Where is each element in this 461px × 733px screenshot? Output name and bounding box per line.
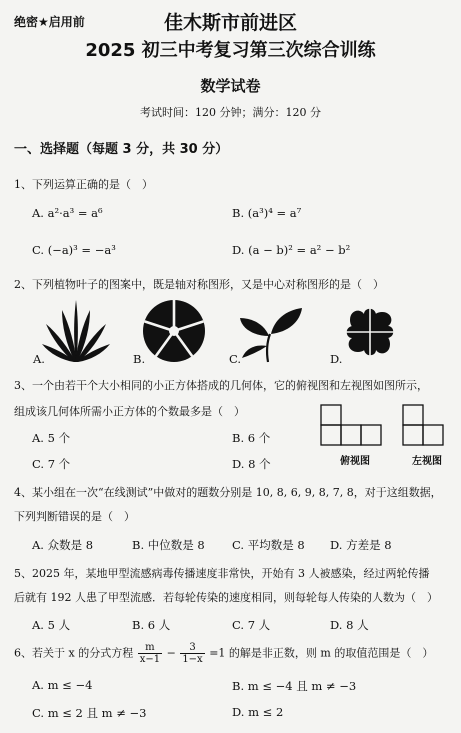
q5-option-b: B. 6 人 bbox=[132, 618, 171, 632]
q6-option-d: D. m ≤ 2 bbox=[232, 705, 284, 719]
q5-option-a: A. 5 人 bbox=[32, 618, 71, 632]
leaf-c-image bbox=[236, 300, 308, 364]
q5-stem-line1: 5、2025 年，某地甲型流感病毒传播速度非常快，开始有 3 人被感染，经过两轮传播 bbox=[14, 567, 430, 580]
top-view-label: 俯视图 bbox=[340, 456, 370, 467]
leaf-b-image bbox=[140, 298, 208, 364]
q5-option-d: D. 8 人 bbox=[330, 618, 369, 632]
q3-stem-line2: 组成该几何体所需小正方体的个数最多是（ ） bbox=[14, 405, 245, 418]
title-line-2: 2025 初三中考复习第三次综合训练 bbox=[85, 40, 376, 61]
q5-stem-line2: 后就有 192 人患了甲型流感．若每轮传染的速度相同，则每轮每人传染的人数为（ ） bbox=[14, 591, 438, 604]
left-view-figure bbox=[402, 404, 452, 454]
q6-stem bbox=[14, 642, 433, 665]
q2-label-d: D. bbox=[330, 352, 343, 366]
q1-option-b: B. (a³)⁴ = a⁷ bbox=[232, 206, 302, 220]
q3-option-b: B. 6 个 bbox=[232, 431, 271, 445]
secret-label: 绝密★启用前 bbox=[14, 15, 85, 29]
q6-fraction-2-numerator: 3 bbox=[180, 642, 204, 654]
leaf-d-image bbox=[338, 300, 402, 364]
q6-option-c: C. m ≤ 2 且 m ≠ −3 bbox=[32, 706, 147, 720]
q1-option-a: A. a²·a³ = a⁶ bbox=[32, 206, 103, 220]
left-view-label: 左视图 bbox=[412, 456, 442, 467]
q6-fraction-2-denominator: 1−x bbox=[182, 654, 203, 665]
leaf-a-image bbox=[40, 298, 112, 364]
q6-option-b: B. m ≤ −4 且 m ≠ −3 bbox=[232, 679, 357, 693]
q5-option-c: C. 7 人 bbox=[232, 618, 271, 632]
q3-option-a: A. 5 个 bbox=[32, 431, 71, 445]
q6-fraction-1-numerator: m bbox=[138, 642, 162, 654]
q6-fraction-1-denominator: x−1 bbox=[139, 654, 161, 665]
section-heading: 一、选择题（每题 3 分，共 30 分） bbox=[14, 142, 229, 157]
q4-option-b: B. 中位数是 8 bbox=[132, 538, 205, 552]
q3-option-c: C. 7 个 bbox=[32, 457, 71, 471]
q4-option-a: A. 众数是 8 bbox=[32, 538, 94, 552]
q6-fraction-1 bbox=[138, 642, 162, 665]
q1-option-d: D. (a − b)² = a² − b² bbox=[232, 243, 351, 257]
q6-minus-sign: − bbox=[166, 646, 176, 660]
q6-stem-prefix: 6、若关于 x 的分式方程 bbox=[14, 646, 134, 660]
title-line-1: 佳木斯市前进区 bbox=[163, 12, 297, 34]
q4-stem-line2: 下列判断错误的是（ ） bbox=[14, 510, 135, 523]
q2-label-b: B. bbox=[133, 352, 146, 366]
q6-fraction-2 bbox=[180, 642, 204, 665]
q2-label-a: A. bbox=[33, 352, 45, 366]
exam-info: 考试时间：120 分钟；满分：120 分 bbox=[140, 106, 321, 119]
q6-stem-suffix: =1 的解是非正数，则 m 的取值范围是（ ） bbox=[209, 646, 434, 660]
q2-stem: 2、下列植物叶子的图案中，既是轴对称图形，又是中心对称图形的是（ ） bbox=[14, 278, 384, 291]
q3-stem-line1: 3、一个由若干个大小相同的小正方体搭成的几何体，它的俯视图和左视图如图所示， bbox=[14, 379, 428, 392]
q1-stem: 1、下列运算正确的是（ ） bbox=[14, 178, 153, 191]
q1-option-c: C. (−a)³ = −a³ bbox=[32, 243, 116, 257]
q3-option-d: D. 8 个 bbox=[232, 457, 271, 471]
q6-option-a: A. m ≤ −4 bbox=[32, 678, 93, 692]
top-view-figure bbox=[320, 404, 386, 454]
q4-option-c: C. 平均数是 8 bbox=[232, 538, 305, 552]
q4-option-d: D. 方差是 8 bbox=[330, 538, 392, 552]
q2-label-c: C. bbox=[229, 352, 242, 366]
q4-stem-line1: 4、某小组在一次“在线测试”中做对的题数分别是 10, 8, 6, 9, 8, 7, 8，对于这组数据， bbox=[14, 486, 442, 499]
subject-title: 数学试卷 bbox=[200, 77, 261, 95]
